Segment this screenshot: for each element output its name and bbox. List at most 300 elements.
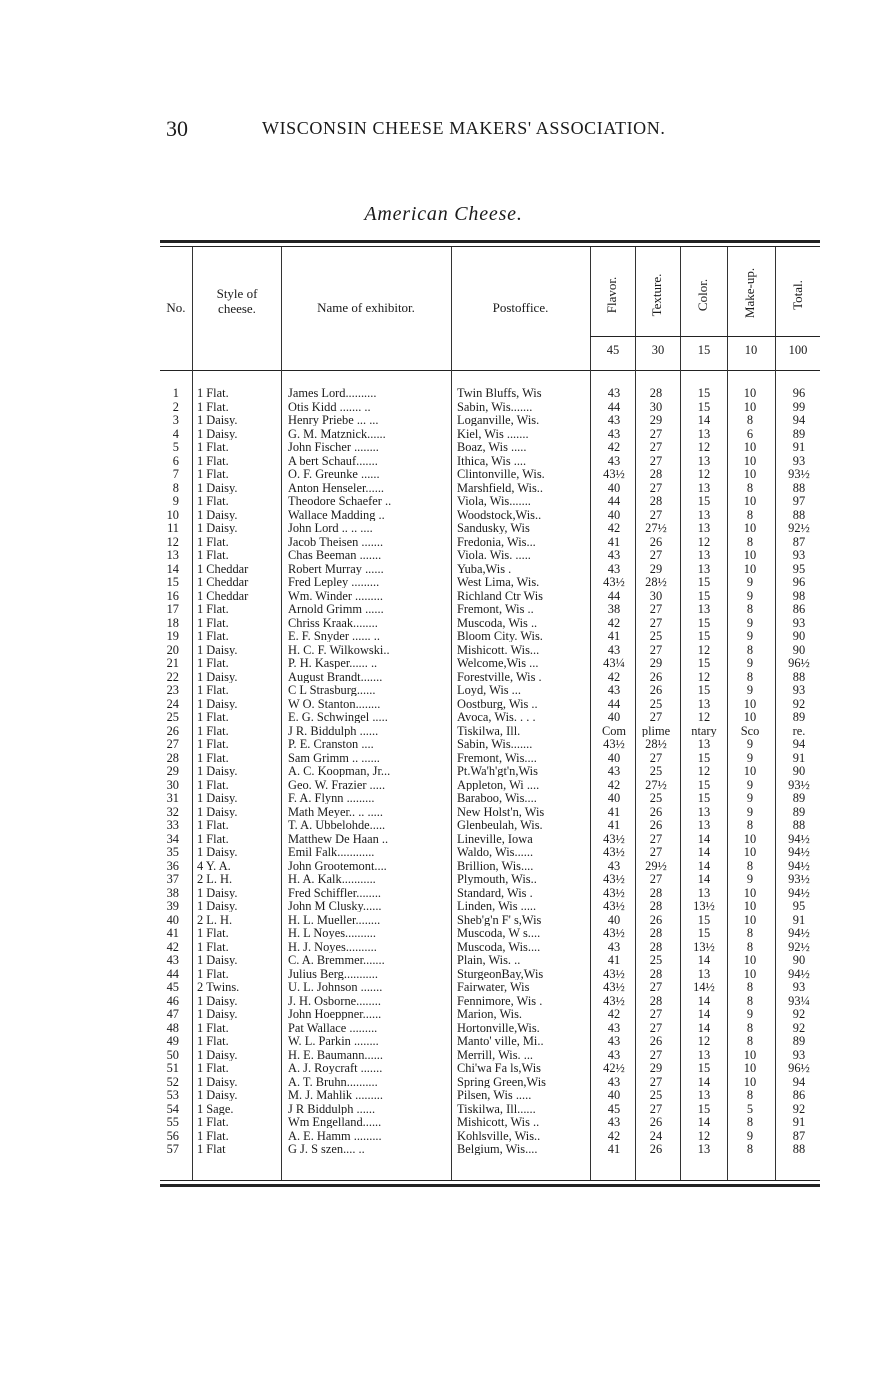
- color-score: 13: [697, 523, 711, 534]
- flavor-score: 44: [607, 496, 621, 507]
- cheese-style: 1 Daisy.: [197, 995, 238, 1007]
- makeup-score: 10: [743, 550, 757, 561]
- texture-score: 27: [649, 482, 663, 494]
- color-score: 15: [697, 590, 711, 602]
- entry-number: 41: [166, 928, 179, 939]
- table-row: [160, 1023, 824, 1034]
- header-texture: Texture.: [649, 273, 664, 317]
- entry-number: 52: [166, 1076, 179, 1088]
- header-color: Color.: [695, 278, 710, 312]
- entry-number: 34: [166, 833, 179, 845]
- total-score: 96: [792, 577, 806, 588]
- entry-number: 31: [166, 793, 179, 804]
- postoffice: Marshfield, Wis..: [457, 482, 543, 494]
- makeup-score: 9: [746, 631, 754, 642]
- exhibitor-name: A. C. Koopman, Jr...: [288, 766, 391, 777]
- color-score: 15: [697, 914, 711, 926]
- postoffice: Manto' ville, Mi..: [457, 1036, 544, 1047]
- texture-score: 25: [649, 1090, 663, 1101]
- total-score: 93½: [788, 874, 810, 885]
- flavor-score: 43½: [603, 982, 625, 993]
- total-score: 94½: [788, 833, 810, 845]
- entry-number: 50: [166, 1049, 179, 1061]
- cheese-style: 1 Flat.: [197, 1130, 229, 1142]
- flavor-score: 43½: [603, 901, 625, 912]
- exhibitor-name: Jacob Theisen .......: [288, 536, 384, 548]
- entry-number: 6: [172, 455, 179, 467]
- makeup-score: 9: [746, 577, 754, 588]
- cheese-style: 1 Daisy.: [197, 1049, 238, 1061]
- color-score: 15: [697, 496, 711, 507]
- page-number: 30: [166, 116, 188, 141]
- total-score: 93: [792, 685, 806, 696]
- total-score: 99: [792, 401, 806, 413]
- cheese-style: 1 Daisy.: [197, 1090, 238, 1101]
- makeup-score: 9: [746, 793, 754, 804]
- cheese-style: 1 Flat.: [197, 1022, 229, 1034]
- exhibitor-name: August Brandt.......: [288, 671, 383, 683]
- texture-score: 26: [649, 685, 663, 696]
- makeup-score: 10: [743, 455, 757, 467]
- postoffice: Glenbeulah, Wis.: [457, 820, 543, 831]
- color-score: 12: [697, 442, 711, 453]
- exhibitor-name: Henry Priebe ... ...: [288, 415, 379, 426]
- total-score: 87: [792, 536, 806, 548]
- texture-score: 27: [649, 644, 663, 656]
- texture-score: 28½: [645, 739, 667, 750]
- total-score: 96½: [788, 658, 810, 669]
- flavor-score: 43½: [603, 833, 625, 845]
- total-score: 93: [792, 1049, 806, 1061]
- makeup-score: 8: [746, 671, 754, 683]
- texture-score: 27½: [645, 779, 667, 791]
- makeup-score: 9: [746, 806, 754, 818]
- table-row: [160, 982, 824, 993]
- total-score: 89: [792, 712, 806, 723]
- flavor-score: 43½: [603, 469, 625, 480]
- total-score: 92: [792, 698, 806, 710]
- color-score: 14: [697, 833, 711, 845]
- exhibitor-name: Julius Berg...........: [288, 968, 378, 980]
- exhibitor-name: Arnold Grimm ......: [288, 604, 384, 615]
- entry-number: 55: [166, 1117, 179, 1128]
- header-name: Name of exhibitor.: [317, 300, 415, 315]
- table-row: [160, 780, 824, 791]
- makeup-score: 8: [746, 941, 754, 953]
- table-row: [160, 766, 824, 777]
- total-score: 92½: [788, 941, 810, 953]
- table-row: [160, 834, 824, 845]
- color-score: ntary: [691, 725, 717, 737]
- total-score: 89: [792, 806, 806, 818]
- flavor-score: 41: [607, 955, 621, 966]
- postoffice: Avoca, Wis. . . .: [457, 712, 536, 723]
- color-score: 15: [697, 685, 711, 696]
- table-row: [160, 591, 824, 602]
- makeup-score: 8: [746, 928, 754, 939]
- makeup-score: 8: [746, 1144, 754, 1155]
- texture-score: 28: [649, 901, 663, 912]
- flavor-score: 42½: [603, 1063, 625, 1074]
- exhibitor-name: Fred Lepley .........: [288, 577, 380, 588]
- entry-number: 27: [166, 739, 179, 750]
- flavor-score: 43½: [603, 739, 625, 750]
- cheese-style: 1 Cheddar: [197, 590, 249, 602]
- exhibitor-name: H. L. Mueller........: [288, 914, 381, 926]
- total-score: 96: [792, 388, 806, 399]
- postoffice: Richland Ctr Wis: [457, 590, 544, 602]
- exhibitor-name: F. A. Flynn .........: [288, 793, 375, 804]
- postoffice: Sabin, Wis.......: [457, 739, 533, 750]
- cheese-style: 1 Flat.: [197, 455, 229, 467]
- exhibitor-name: J R. Biddulph ......: [288, 725, 379, 737]
- flavor-score: 42: [607, 442, 621, 453]
- exhibitor-name: H. A. Kalk...........: [288, 874, 376, 885]
- exhibitor-name: John Grootemont....: [288, 860, 387, 872]
- table-row: [160, 1131, 824, 1142]
- entry-number: 45: [166, 982, 179, 993]
- total-score: 90: [792, 644, 806, 656]
- color-score: 14½: [693, 982, 715, 993]
- texture-score: 27: [649, 847, 663, 858]
- color-score: 13: [697, 1144, 711, 1155]
- max-total: 100: [788, 343, 808, 357]
- exhibitor-name: A. T. Bruhn..........: [288, 1076, 378, 1088]
- cheese-style: 1 Flat.: [197, 631, 229, 642]
- texture-score: 27: [649, 982, 663, 993]
- cheese-style: 1 Daisy.: [197, 415, 238, 426]
- texture-score: 27: [649, 428, 663, 440]
- cheese-style: 1 Daisy.: [197, 901, 238, 912]
- table-row: [160, 1036, 824, 1047]
- flavor-score: 43½: [603, 874, 625, 885]
- total-score: 88: [792, 671, 806, 683]
- table-row: [160, 564, 824, 575]
- entry-number: 54: [166, 1103, 179, 1115]
- flavor-score: 43: [607, 455, 621, 467]
- entry-number: 7: [172, 469, 179, 480]
- postoffice: Lineville, Iowa: [457, 833, 533, 845]
- postoffice: Belgium, Wis....: [457, 1144, 538, 1155]
- texture-score: 27: [649, 604, 663, 615]
- exhibitor-name: C L Strasburg......: [288, 685, 376, 696]
- cheese-style: 1 Cheddar: [197, 563, 249, 575]
- total-score: 90: [792, 766, 806, 777]
- exhibitor-name: A bert Schauf.......: [288, 455, 378, 467]
- total-score: 91: [792, 752, 806, 764]
- max-score-rule: [590, 336, 820, 337]
- total-score: 94½: [788, 887, 810, 899]
- total-score: 88: [792, 482, 806, 494]
- cheese-style: 1 Daisy.: [197, 509, 238, 521]
- texture-score: 28: [649, 928, 663, 939]
- total-score: 87: [792, 1130, 806, 1142]
- flavor-score: 43¼: [603, 658, 625, 669]
- exhibitor-name: Matthew De Haan ..: [288, 833, 389, 845]
- entry-number: 25: [166, 712, 179, 723]
- header-style: Style of cheese.: [216, 286, 258, 316]
- total-score: 93¼: [788, 995, 810, 1007]
- postoffice: Tiskilwa, Ill......: [457, 1103, 536, 1115]
- entry-number: 23: [166, 685, 179, 696]
- makeup-score: 9: [746, 617, 754, 629]
- cheese-style: 1 Flat.: [197, 469, 229, 480]
- entry-number: 46: [166, 995, 179, 1007]
- cheese-style: 1 Daisy.: [197, 806, 238, 818]
- cheese-style: 1 Flat.: [197, 604, 229, 615]
- color-score: 13: [697, 968, 711, 980]
- cheese-style: 2 L. H.: [197, 874, 233, 885]
- cheese-style: 1 Flat.: [197, 941, 229, 953]
- flavor-score: Com: [601, 725, 627, 737]
- table-row: [160, 631, 824, 642]
- texture-score: plime: [641, 725, 671, 737]
- flavor-score: 43: [607, 1022, 621, 1034]
- color-score: 15: [697, 928, 711, 939]
- flavor-score: 41: [607, 1144, 621, 1155]
- flavor-score: 43: [607, 563, 621, 575]
- postoffice: Sheb'g'n F' s,Wis: [457, 914, 542, 926]
- flavor-score: 40: [607, 914, 621, 926]
- makeup-score: 10: [743, 469, 757, 480]
- postoffice: Muscoda, Wis....: [457, 941, 541, 953]
- makeup-score: 8: [746, 820, 754, 831]
- total-score: 94: [792, 1076, 806, 1088]
- color-score: 15: [697, 401, 711, 413]
- flavor-score: 43: [607, 644, 621, 656]
- texture-score: 27: [649, 509, 663, 521]
- cheese-style: 1 Daisy.: [197, 523, 238, 534]
- total-score: 90: [792, 631, 806, 642]
- makeup-score: 8: [746, 482, 754, 494]
- exhibitor-name: A. E. Hamm .........: [288, 1130, 382, 1142]
- table-row: [160, 658, 824, 669]
- postoffice: Fremont, Wis ..: [457, 604, 534, 615]
- postoffice: Plain, Wis. ..: [457, 955, 521, 966]
- table-row: [160, 685, 824, 696]
- makeup-score: 8: [746, 1090, 754, 1101]
- entry-number: 32: [166, 806, 179, 818]
- cheese-style: 1 Flat: [197, 1144, 226, 1155]
- total-score: 89: [792, 428, 806, 440]
- flavor-score: 41: [607, 806, 621, 818]
- exhibitor-name: John Hoeppner......: [288, 1009, 382, 1020]
- max-flavor: 45: [606, 343, 620, 357]
- postoffice: Waldo, Wis......: [457, 847, 534, 858]
- table-row: [160, 699, 824, 710]
- table-row: [160, 1117, 824, 1128]
- cheese-style: 1 Daisy.: [197, 887, 238, 899]
- color-score: 14: [697, 995, 711, 1007]
- cheese-style: 1 Flat.: [197, 968, 229, 980]
- postoffice: Ithica, Wis ....: [457, 455, 527, 467]
- makeup-score: 9: [746, 1130, 754, 1142]
- cheese-style: 1 Flat.: [197, 685, 229, 696]
- makeup-score: 10: [743, 442, 757, 453]
- exhibitor-name: Anton Henseler......: [288, 482, 385, 494]
- cheese-style: 1 Flat.: [197, 1117, 229, 1128]
- color-score: 14: [697, 415, 711, 426]
- entry-number: 12: [166, 536, 179, 548]
- total-score: 86: [792, 1090, 806, 1101]
- cheese-style: 1 Daisy.: [197, 847, 238, 858]
- flavor-score: 42: [607, 1009, 621, 1020]
- max-color: 15: [697, 343, 711, 357]
- cheese-style: 1 Flat.: [197, 658, 229, 669]
- texture-score: 25: [649, 698, 663, 710]
- postoffice: Muscoda, Wis ..: [457, 617, 538, 629]
- table-row: [160, 1009, 824, 1020]
- table-row: [160, 915, 824, 926]
- postoffice: Spring Green,Wis: [457, 1076, 546, 1088]
- postoffice: Merrill, Wis. ...: [457, 1049, 534, 1061]
- cheese-style: 1 Flat.: [197, 536, 229, 548]
- flavor-score: 43: [607, 1036, 621, 1047]
- color-score: 13½: [693, 941, 715, 953]
- texture-score: 27: [649, 455, 663, 467]
- makeup-score: 9: [746, 739, 754, 750]
- entry-number: 9: [172, 496, 179, 507]
- exhibitor-name: W O. Stanton........: [288, 698, 381, 710]
- cheese-style: 2 L. H.: [197, 914, 233, 926]
- table-row: [160, 942, 824, 953]
- top-rule-thick: [160, 240, 820, 243]
- postoffice: Standard, Wis .: [457, 887, 533, 899]
- postoffice: Mishicott, Wis ..: [457, 1117, 540, 1128]
- color-score: 15: [697, 779, 711, 791]
- flavor-score: 43½: [603, 928, 625, 939]
- table-row: [160, 861, 824, 872]
- postoffice: Muscoda, W s....: [457, 928, 541, 939]
- entry-number: 2: [172, 401, 179, 413]
- texture-score: 29: [649, 563, 663, 575]
- color-score: 14: [697, 1076, 711, 1088]
- postoffice: Loganville, Wis.: [457, 415, 540, 426]
- makeup-score: 10: [743, 968, 757, 980]
- flavor-score: 43½: [603, 995, 625, 1007]
- texture-score: 25: [649, 631, 663, 642]
- color-score: 14: [697, 1117, 711, 1128]
- color-score: 13: [697, 604, 711, 615]
- texture-score: 27: [649, 1049, 663, 1061]
- entry-number: 14: [166, 563, 179, 575]
- table-row: [160, 645, 824, 656]
- cheese-style: 1 Cheddar: [197, 577, 249, 588]
- color-score: 13: [697, 428, 711, 440]
- total-score: 94½: [788, 847, 810, 858]
- postoffice: SturgeonBay,Wis: [457, 968, 544, 980]
- flavor-score: 43: [607, 388, 621, 399]
- color-score: 15: [697, 1063, 711, 1074]
- header-rule: [160, 370, 820, 371]
- flavor-score: 42: [607, 1130, 621, 1142]
- total-score: 92: [792, 1103, 806, 1115]
- entry-number: 38: [166, 887, 179, 899]
- entry-number: 29: [166, 766, 179, 777]
- cheese-style: 1 Flat.: [197, 739, 229, 750]
- color-score: 13: [697, 887, 711, 899]
- makeup-score: 10: [743, 1049, 757, 1061]
- flavor-score: 43½: [603, 577, 625, 588]
- makeup-score: 8: [746, 536, 754, 548]
- exhibitor-name: Chriss Kraak........: [288, 617, 378, 629]
- total-score: 96½: [788, 1063, 810, 1074]
- exhibitor-name: P. E. Cranston ....: [288, 739, 374, 750]
- color-score: 12: [697, 644, 711, 656]
- flavor-score: 41: [607, 820, 621, 831]
- bottom-rule-thick: [160, 1184, 820, 1187]
- section-title: American Cheese.: [364, 203, 523, 225]
- flavor-score: 41: [607, 631, 621, 642]
- postoffice: Pt.Wa'h'gt'n,Wis: [457, 766, 538, 777]
- table-row: [160, 496, 824, 507]
- entry-number: 36: [166, 860, 179, 872]
- texture-score: 24: [649, 1130, 663, 1142]
- color-score: 13½: [693, 901, 715, 912]
- texture-score: 27: [649, 752, 663, 764]
- exhibitor-name: G. M. Matznick......: [288, 428, 386, 440]
- exhibitor-name: John Fischer ........: [288, 442, 379, 453]
- table-row: [160, 618, 824, 629]
- makeup-score: 10: [743, 901, 757, 912]
- cheese-style: 1 Daisy.: [197, 955, 238, 966]
- postoffice: Sandusky, Wis: [457, 523, 530, 534]
- texture-score: 27: [649, 1022, 663, 1034]
- cheese-style: 1 Flat.: [197, 779, 229, 791]
- makeup-score: 8: [746, 415, 754, 426]
- color-score: 12: [697, 671, 711, 683]
- table-row: [160, 1050, 824, 1061]
- texture-score: 27: [649, 1076, 663, 1088]
- flavor-score: 42: [607, 523, 621, 534]
- cheese-style: 1 Flat.: [197, 928, 229, 939]
- flavor-score: 43: [607, 766, 621, 777]
- texture-score: 25: [649, 955, 663, 966]
- table-row: [160, 1063, 824, 1074]
- postoffice: New Holst'n, Wis: [457, 806, 545, 818]
- color-score: 13: [697, 1090, 711, 1101]
- postoffice: Yuba,Wis .: [457, 563, 512, 575]
- postoffice: Baraboo, Wis....: [457, 793, 537, 804]
- makeup-score: 10: [743, 523, 757, 534]
- color-score: 14: [697, 1009, 711, 1020]
- flavor-score: 45: [607, 1103, 621, 1115]
- exhibitor-name: G J. S szen.... ..: [288, 1144, 365, 1155]
- color-score: 13: [697, 550, 711, 561]
- flavor-score: 44: [607, 590, 621, 602]
- flavor-score: 44: [607, 698, 621, 710]
- table-row: [160, 442, 824, 453]
- total-score: 94: [792, 739, 806, 750]
- flavor-score: 43½: [603, 887, 625, 899]
- entry-number: 28: [166, 752, 179, 764]
- cheese-style: 1 Daisy.: [197, 766, 238, 777]
- exhibitor-name: Wallace Madding ..: [288, 509, 385, 521]
- cheese-style: 1 Flat.: [197, 388, 229, 399]
- cheese-style: 1 Daisy.: [197, 1009, 238, 1020]
- texture-score: 26: [649, 1144, 663, 1155]
- color-score: 15: [697, 388, 711, 399]
- color-score: 15: [697, 752, 711, 764]
- cheese-style: 1 Flat.: [197, 401, 229, 413]
- postoffice: Hortonville,Wis.: [457, 1022, 540, 1034]
- color-score: 15: [697, 1103, 711, 1115]
- color-score: 15: [697, 577, 711, 588]
- header-makeup: Make-up.: [742, 267, 757, 319]
- entry-number: 16: [166, 590, 179, 602]
- color-score: 13: [697, 455, 711, 467]
- total-score: 95: [792, 901, 806, 912]
